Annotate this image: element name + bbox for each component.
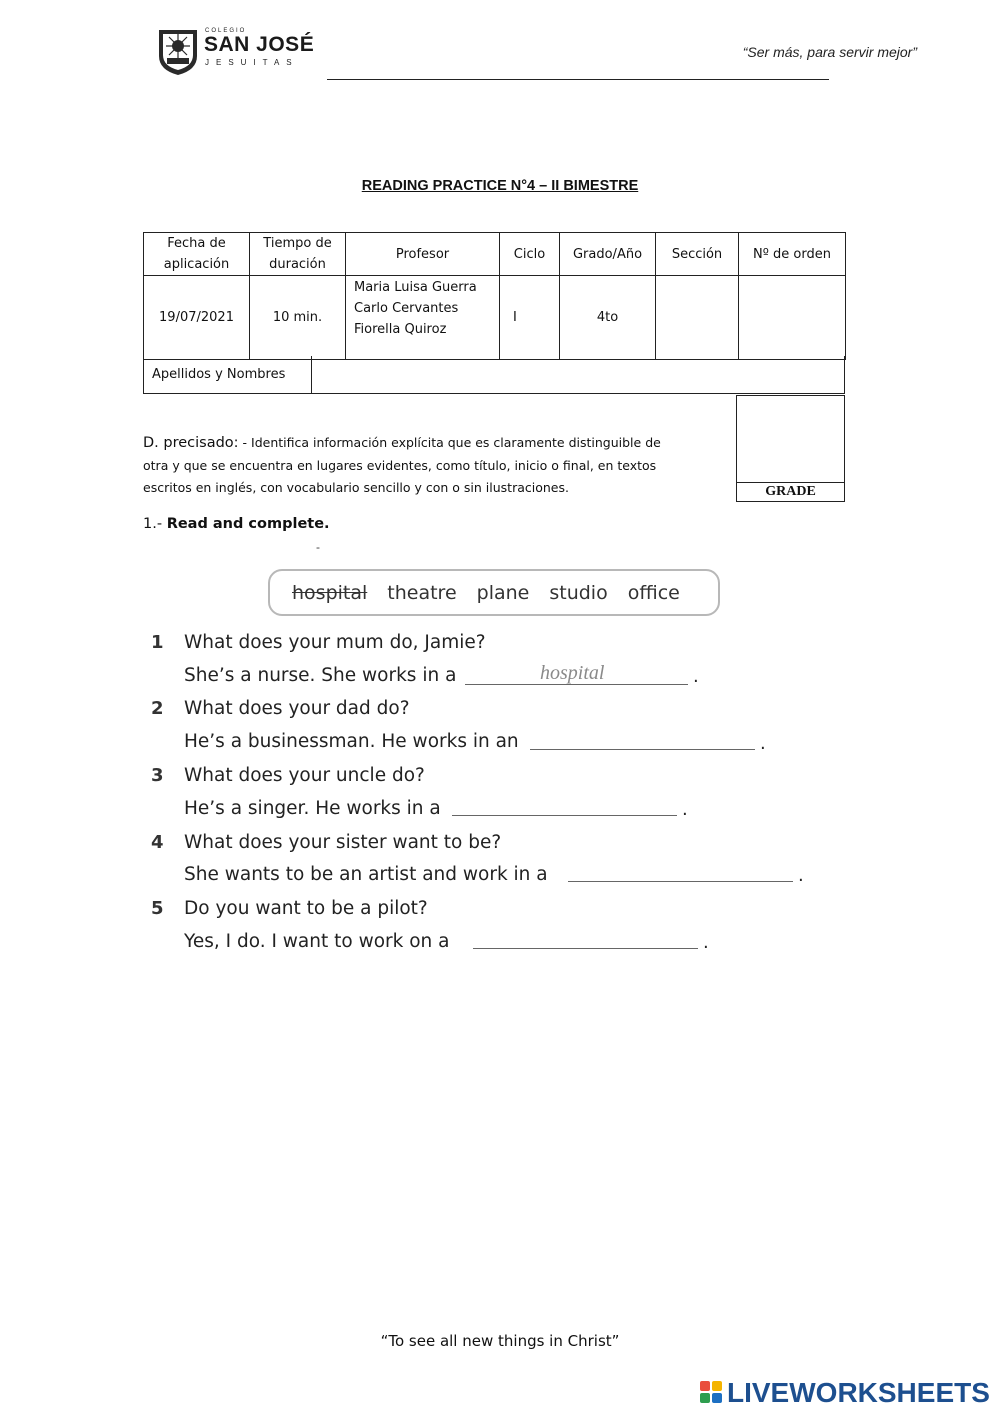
name-input-field[interactable] xyxy=(314,356,844,393)
word-bank-item: theatre xyxy=(387,581,457,604)
value-ciclo: I xyxy=(500,276,560,360)
value-tiempo: 10 min. xyxy=(250,276,346,360)
answer-prefix: She wants to be an artist and work in a xyxy=(184,864,548,885)
question-number: 4 xyxy=(151,832,164,853)
header-grado: Grado/Año xyxy=(560,233,656,276)
liveworksheets-text: LIVEWORKSHEETS xyxy=(727,1377,990,1408)
logo-square xyxy=(712,1381,722,1391)
answer-prefix: Yes, I do. I want to work on a xyxy=(184,931,450,952)
answer-blank-input[interactable] xyxy=(473,948,698,949)
logo-school-name: SAN JOSÉ xyxy=(204,33,315,56)
answer-prefix: He’s a businessman. He works in an xyxy=(184,731,519,752)
shield-icon xyxy=(155,26,201,76)
logo-square xyxy=(700,1381,710,1391)
precisado-line-1: - Identifica información explícita que es claramente distinguible de xyxy=(238,435,661,450)
header-fecha: Fecha de aplicación xyxy=(144,233,250,276)
header-seccion: Sección xyxy=(656,233,739,276)
question-text: What does your dad do? xyxy=(184,698,410,719)
info-table xyxy=(143,232,846,360)
value-orden[interactable] xyxy=(739,276,846,360)
value-grado: 4to xyxy=(560,276,656,360)
answer-blank-input[interactable] xyxy=(452,815,677,816)
question-text: What does your uncle do? xyxy=(184,765,425,786)
stray-dash: - xyxy=(316,540,320,554)
header-profesor: Profesor xyxy=(346,233,500,276)
answer-prefix: He’s a singer. He works in a xyxy=(184,798,441,819)
logo-jesuitas: JESUITAS xyxy=(205,58,299,67)
header-ciclo: Ciclo xyxy=(500,233,560,276)
precisado-line-3: escritos en inglés, con vocabulario sencillo y con o sin ilustraciones. xyxy=(143,480,569,495)
info-table-value-row xyxy=(144,276,846,360)
grade-box[interactable] xyxy=(736,395,845,502)
answer-period: . xyxy=(703,932,709,953)
header-tiempo: Tiempo de duración xyxy=(250,233,346,276)
info-table-header-row xyxy=(144,233,846,276)
liveworksheets-logo[interactable] xyxy=(700,1376,990,1410)
name-row xyxy=(143,356,845,394)
value-seccion[interactable] xyxy=(656,276,739,360)
answer-period: . xyxy=(693,666,699,687)
exercise-text: Read and complete. xyxy=(166,516,330,532)
value-profesor: Maria Luisa Guerra Carlo Cervantes Fiorella Quiroz xyxy=(346,276,500,360)
footer-quote: “To see all new things in Christ” xyxy=(380,1332,620,1350)
question-number: 5 xyxy=(151,898,164,919)
liveworksheets-icon xyxy=(700,1381,724,1405)
example-answer: hospital xyxy=(540,662,605,684)
precisado-lead: D. precisado: xyxy=(143,435,239,451)
word-bank xyxy=(268,569,720,616)
school-logo xyxy=(155,24,330,80)
precisado-line-2: otra y que se encuentra en lugares evidentes, como título, inicio o final, en textos xyxy=(143,457,657,473)
word-bank-item: studio xyxy=(549,581,608,604)
answer-period: . xyxy=(682,799,688,820)
question-text: Do you want to be a pilot? xyxy=(184,898,428,919)
answer-period: . xyxy=(798,865,804,886)
answer-prefix: She’s a nurse. She works in a xyxy=(184,665,457,686)
grade-label: GRADE xyxy=(737,482,844,501)
exercise-instruction xyxy=(143,516,330,532)
logo-square xyxy=(700,1393,710,1403)
word-bank-item: hospital xyxy=(292,581,368,604)
word-bank-item: plane xyxy=(476,581,530,604)
answer-blank-input[interactable] xyxy=(530,749,755,750)
exercise-number: 1.- xyxy=(143,516,163,532)
answer-line xyxy=(465,684,688,685)
header-divider xyxy=(327,79,829,80)
logo-college-label: COLEGIO xyxy=(205,28,247,34)
question-text: What does your sister want to be? xyxy=(184,832,502,853)
name-label: Apellidos y Nombres xyxy=(144,356,312,393)
logo-square xyxy=(712,1393,722,1403)
answer-blank-input[interactable] xyxy=(568,881,793,882)
question-text: What does your mum do, Jamie? xyxy=(184,632,486,653)
answer-period: . xyxy=(760,733,766,754)
question-number: 3 xyxy=(151,765,164,786)
document-title: READING PRACTICE N°4 – II BIMESTRE xyxy=(361,178,639,194)
header-orden: Nº de orden xyxy=(739,233,846,276)
question-number: 2 xyxy=(151,698,164,719)
word-bank-item: office xyxy=(627,581,680,604)
question-number: 1 xyxy=(151,632,164,653)
school-motto: “Ser más, para servir mejor” xyxy=(742,44,917,60)
competency-description xyxy=(143,432,713,500)
value-fecha: 19/07/2021 xyxy=(144,276,250,360)
